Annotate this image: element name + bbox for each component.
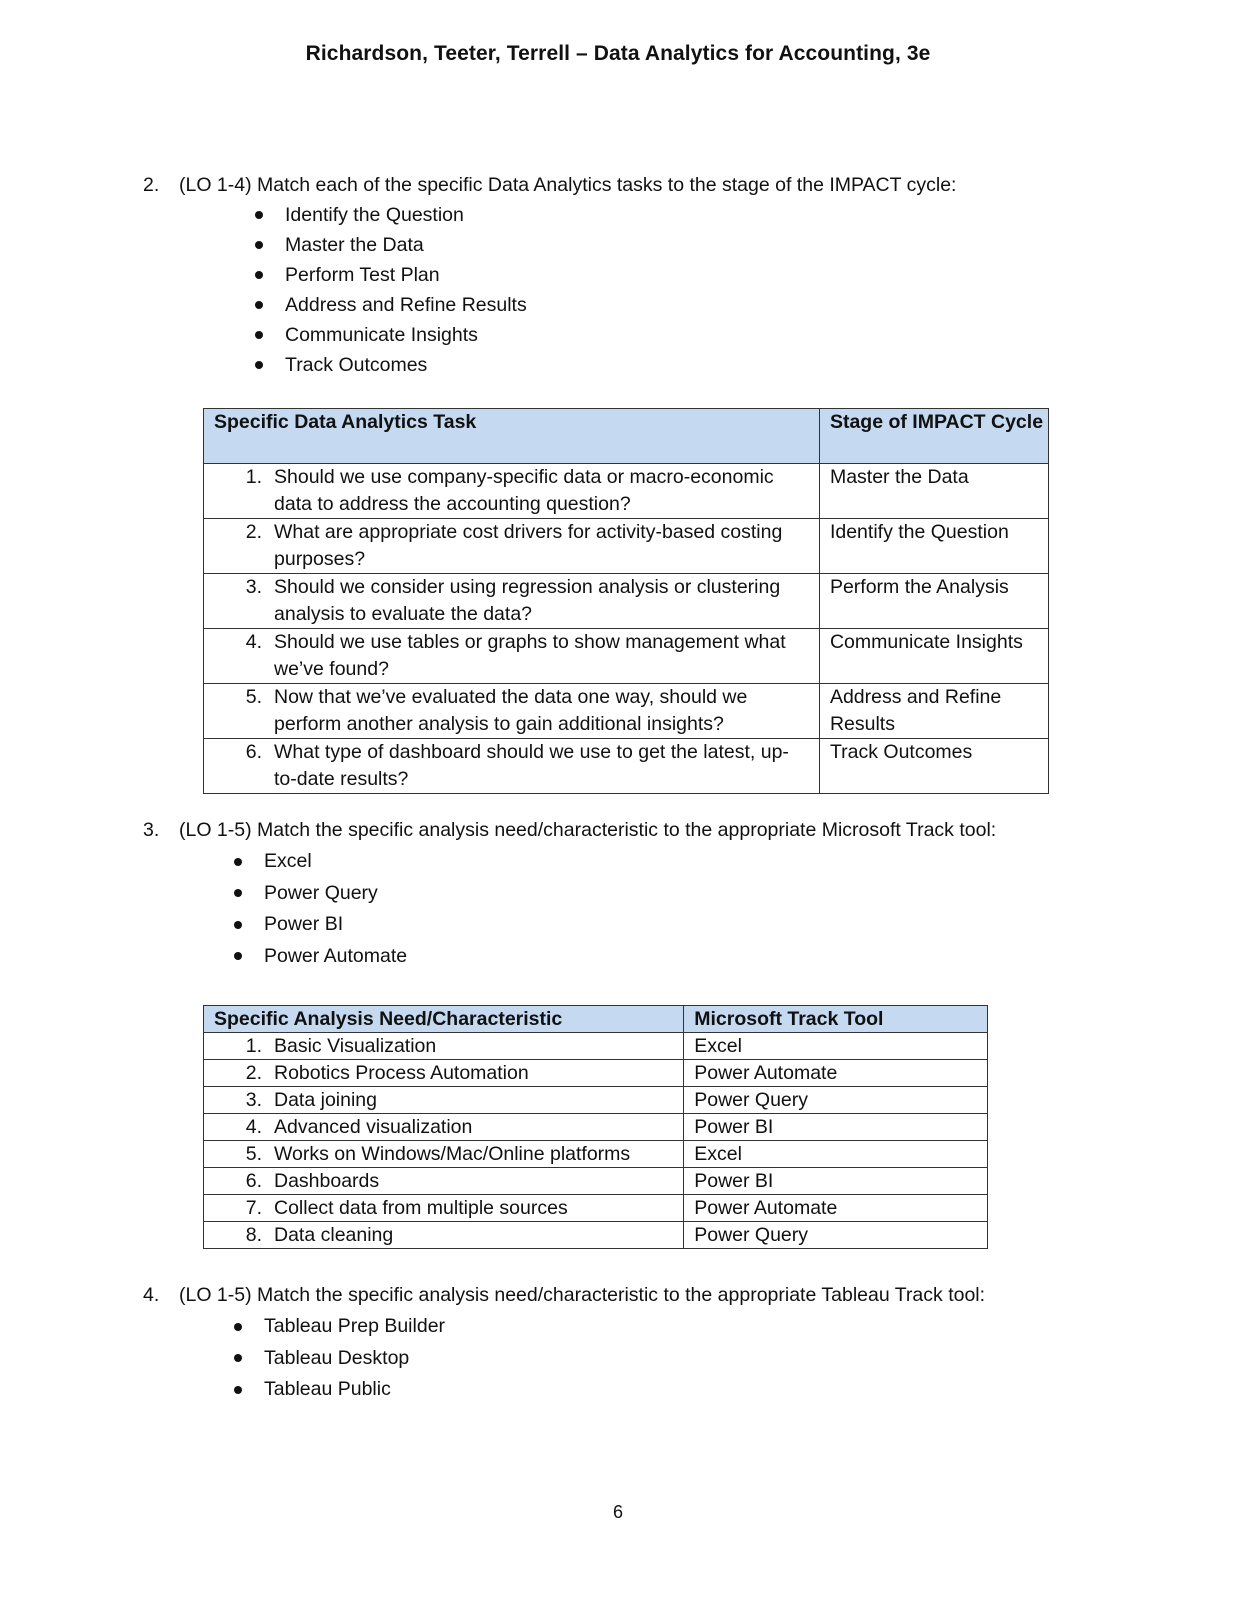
table-header-row	[204, 1006, 988, 1033]
table-row	[204, 1168, 988, 1195]
tableau-tool-list	[143, 1311, 1143, 1406]
table-row	[204, 1033, 988, 1060]
bullet-icon	[255, 301, 263, 309]
question-2	[143, 171, 1143, 380]
impact-task-table	[203, 408, 1049, 794]
bullet-icon	[234, 921, 242, 929]
table-header-row	[204, 409, 1049, 464]
row-number: 6.	[245, 1170, 262, 1192]
stage-cell: Perform the Analysis	[819, 574, 1048, 629]
row-number: 8.	[245, 1224, 262, 1246]
question-number: 2.	[143, 174, 160, 196]
question-prompt: (LO 1-5) Match the specific analysis need/characteristic to the appropriate Tableau Track tool:	[179, 1284, 986, 1306]
bullet-icon	[234, 952, 242, 960]
list-item: Tableau Prep Builder	[143, 1311, 1143, 1343]
table-row	[204, 629, 1049, 684]
table-row	[204, 1141, 988, 1168]
table-row	[204, 739, 1049, 794]
tool-cell: Power Query	[684, 1087, 988, 1114]
list-item: Identify the Question	[143, 200, 1143, 230]
question-number: 3.	[143, 819, 160, 841]
task-text: Now that we’ve evaluated the data one way, should we perform another analysis to gain additional insights?	[274, 686, 748, 735]
list-item: Track Outcomes	[143, 350, 1143, 380]
column-header-tool: Microsoft Track Tool	[684, 1006, 988, 1033]
need-text: Collect data from multiple sources	[274, 1197, 568, 1219]
tool-cell: Excel	[684, 1141, 988, 1168]
page-number: 6	[612, 1502, 623, 1522]
bullet-icon	[255, 271, 263, 279]
row-number: 5.	[245, 686, 262, 708]
stage-cell: Address and Refine Results	[819, 684, 1048, 739]
question-3	[143, 816, 1143, 972]
stage-cell: Communicate Insights	[819, 629, 1048, 684]
tool-cell: Power Automate	[684, 1060, 988, 1087]
row-number: 2.	[245, 521, 262, 543]
column-header-stage: Stage of IMPACT Cycle	[819, 409, 1048, 464]
bullet-icon	[255, 361, 263, 369]
tool-cell: Power Query	[684, 1222, 988, 1249]
page-header-title: Richardson, Teeter, Terrell – Data Analytics for Accounting, 3e	[305, 42, 931, 65]
column-header-task: Specific Data Analytics Task	[204, 409, 820, 464]
list-item: Communicate Insights	[143, 320, 1143, 350]
question-number: 4.	[143, 1284, 160, 1306]
table-row	[204, 1195, 988, 1222]
list-item: Tableau Public	[143, 1374, 1143, 1406]
microsoft-tool-table	[203, 1005, 988, 1249]
task-text: Should we use company-specific data or macro-economic data to address the accounting question?	[274, 466, 774, 515]
bullet-icon	[234, 858, 242, 866]
list-item: Power Query	[143, 878, 1143, 910]
row-number: 6.	[245, 741, 262, 763]
task-text: What are appropriate cost drivers for activity-based costing purposes?	[274, 521, 783, 570]
list-item: Master the Data	[143, 230, 1143, 260]
table-row	[204, 519, 1049, 574]
list-item: Power BI	[143, 909, 1143, 941]
stage-cell: Master the Data	[819, 464, 1048, 519]
row-number: 3.	[245, 1089, 262, 1111]
list-item: Perform Test Plan	[143, 260, 1143, 290]
table-row	[204, 1060, 988, 1087]
task-text: Should we use tables or graphs to show management what we’ve found?	[274, 631, 786, 680]
need-text: Works on Windows/Mac/Online platforms	[274, 1143, 631, 1165]
list-item: Excel	[143, 846, 1143, 878]
table-row	[204, 684, 1049, 739]
row-number: 1.	[245, 466, 262, 488]
need-text: Data cleaning	[274, 1224, 394, 1246]
need-text: Robotics Process Automation	[274, 1062, 529, 1084]
need-text: Data joining	[274, 1089, 377, 1111]
list-item: Tableau Desktop	[143, 1343, 1143, 1375]
row-number: 1.	[245, 1035, 262, 1057]
task-text: Should we consider using regression analysis or clustering analysis to evaluate the data?	[274, 576, 781, 625]
bullet-icon	[234, 1386, 242, 1394]
stage-cell: Identify the Question	[819, 519, 1048, 574]
microsoft-tool-list	[143, 846, 1143, 972]
row-number: 7.	[245, 1197, 262, 1219]
bullet-icon	[234, 1323, 242, 1331]
tool-cell: Power BI	[684, 1168, 988, 1195]
task-text: What type of dashboard should we use to get the latest, up-to-date results?	[274, 741, 789, 790]
question-prompt: (LO 1-5) Match the specific analysis need/characteristic to the appropriate Microsoft Track tool:	[179, 819, 997, 841]
tool-cell: Excel	[684, 1033, 988, 1060]
question-prompt: (LO 1-4) Match each of the specific Data Analytics tasks to the stage of the IMPACT cycle:	[179, 174, 957, 196]
need-text: Basic Visualization	[274, 1035, 437, 1057]
stage-cell: Track Outcomes	[819, 739, 1048, 794]
table-row	[204, 1222, 988, 1249]
bullet-icon	[234, 1354, 242, 1362]
tool-cell: Power BI	[684, 1114, 988, 1141]
row-number: 3.	[245, 576, 262, 598]
need-text: Advanced visualization	[274, 1116, 473, 1138]
table-row	[204, 464, 1049, 519]
table-row	[204, 1087, 988, 1114]
bullet-icon	[255, 211, 263, 219]
row-number: 2.	[245, 1062, 262, 1084]
row-number: 4.	[245, 1116, 262, 1138]
table-row	[204, 1114, 988, 1141]
bullet-icon	[255, 331, 263, 339]
bullet-icon	[234, 889, 242, 897]
table-row	[204, 574, 1049, 629]
impact-stage-list	[143, 200, 1143, 380]
tool-cell: Power Automate	[684, 1195, 988, 1222]
bullet-icon	[255, 241, 263, 249]
list-item: Address and Refine Results	[143, 290, 1143, 320]
list-item: Power Automate	[143, 941, 1143, 973]
question-4	[143, 1281, 1143, 1406]
row-number: 5.	[245, 1143, 262, 1165]
row-number: 4.	[245, 631, 262, 653]
column-header-need: Specific Analysis Need/Characteristic	[204, 1006, 684, 1033]
need-text: Dashboards	[274, 1170, 380, 1192]
